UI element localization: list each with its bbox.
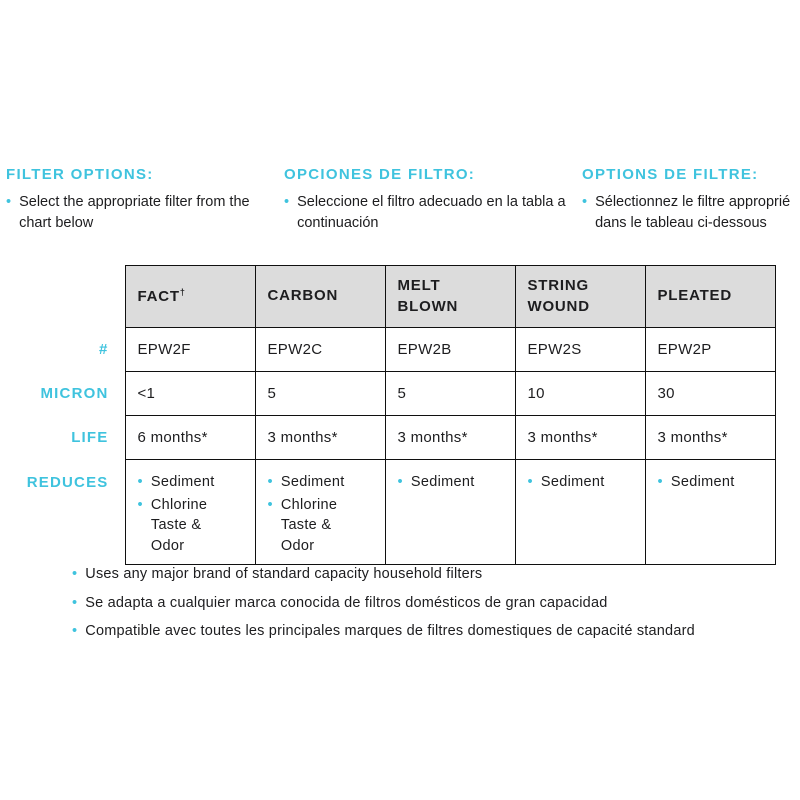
reduces-item-text: Chlorine Taste & Odor xyxy=(280,496,338,554)
footnotes-section xyxy=(72,564,695,650)
intro-column-spanish xyxy=(284,166,566,233)
table-row-life xyxy=(8,416,775,460)
bullet-icon: • xyxy=(6,194,12,210)
bullet-icon: • xyxy=(284,194,290,210)
reduces-cell xyxy=(255,460,385,565)
intro-column-english xyxy=(6,166,268,233)
intro-bullet-english xyxy=(6,192,268,233)
table-row-model-number xyxy=(8,328,775,372)
column-label: MELT BLOWN xyxy=(397,277,459,315)
bullet-icon: • xyxy=(137,496,143,513)
reduces-item xyxy=(528,472,633,493)
table-header-row xyxy=(8,266,775,328)
footnote-spanish xyxy=(72,593,695,614)
reduces-cell xyxy=(125,460,255,565)
table-row-reduces xyxy=(8,460,775,565)
bullet-icon: • xyxy=(72,566,78,582)
footnote-text: Uses any major brand of standard capacity household filters xyxy=(85,566,483,582)
intro-heading-spanish: OPCIONES DE FILTRO: xyxy=(284,166,476,183)
life-cell: 3 months* xyxy=(255,416,385,460)
intro-bullet-text: Select the appropriate filter from the chart below xyxy=(19,194,250,231)
header-cell-string-wound xyxy=(515,266,645,328)
reduces-cell xyxy=(515,460,645,565)
reduces-item xyxy=(658,472,763,493)
bullet-icon: • xyxy=(267,474,273,490)
row-label-life: LIFE xyxy=(8,416,125,460)
bullet-icon: • xyxy=(72,623,78,640)
intro-heading-english: FILTER OPTIONS: xyxy=(6,166,154,183)
reduces-cell xyxy=(645,460,775,565)
reduces-item-text: Sediment xyxy=(410,474,475,490)
model-cell: EPW2P xyxy=(645,328,775,372)
intro-heading-french: OPTIONS DE FILTRE: xyxy=(582,166,759,183)
reduces-item-text: Sediment xyxy=(150,474,215,490)
footnote-text: Se adapta a cualquier marca conocida de filtros domésticos de gran capacidad xyxy=(85,594,608,611)
intro-bullet-french xyxy=(582,192,800,233)
header-cell-fact xyxy=(125,266,255,328)
life-cell: 3 months* xyxy=(515,416,645,460)
intro-bullet-text: Sélectionnez le filtre approprié dans le tableau ci-dessous xyxy=(595,194,791,231)
reduces-item xyxy=(138,495,243,557)
reduces-item xyxy=(268,472,373,493)
model-cell: EPW2C xyxy=(255,328,385,372)
bullet-icon: • xyxy=(137,474,143,490)
life-cell: 3 months* xyxy=(645,416,775,460)
header-cell-carbon xyxy=(255,266,385,328)
reduces-item-text: Chlorine Taste & Odor xyxy=(150,496,208,554)
model-cell: EPW2B xyxy=(385,328,515,372)
micron-cell: 30 xyxy=(645,372,775,416)
footnote-text: Compatible avec toutes les principales marques de filtres domestiques de capacité standard xyxy=(85,623,695,640)
model-cell: EPW2F xyxy=(125,328,255,372)
header-cell-melt-blown xyxy=(385,266,515,328)
bullet-icon: • xyxy=(72,594,78,611)
reduces-item-text: Sediment xyxy=(670,474,735,490)
reduces-item xyxy=(268,495,373,557)
column-label: FACT xyxy=(137,287,180,305)
intro-bullet-text: Seleccione el filtro adecuado en la tabla a continuación xyxy=(297,194,566,231)
intro-column-french xyxy=(582,166,800,233)
intro-bullet-spanish xyxy=(284,192,566,233)
bullet-icon: • xyxy=(527,474,533,490)
intro-section xyxy=(6,166,800,233)
model-cell: EPW2S xyxy=(515,328,645,372)
micron-cell: 5 xyxy=(385,372,515,416)
reduces-item-text: Sediment xyxy=(540,474,605,490)
filter-table-section xyxy=(8,265,776,565)
column-label: PLEATED xyxy=(657,287,732,305)
life-cell: 6 months* xyxy=(125,416,255,460)
micron-cell: 5 xyxy=(255,372,385,416)
fact-footnote-mark: † xyxy=(179,286,186,297)
corner-cell xyxy=(8,266,125,328)
micron-cell: 10 xyxy=(515,372,645,416)
bullet-icon: • xyxy=(657,474,663,490)
column-label: STRING WOUND xyxy=(527,277,590,315)
column-label: CARBON xyxy=(267,287,339,305)
reduces-cell xyxy=(385,460,515,565)
reduces-item-text: Sediment xyxy=(280,474,345,490)
life-cell: 3 months* xyxy=(385,416,515,460)
reduces-item xyxy=(398,472,503,493)
table-row-micron xyxy=(8,372,775,416)
reduces-item xyxy=(138,472,243,493)
header-cell-pleated xyxy=(645,266,775,328)
footnote-french xyxy=(72,621,695,642)
micron-cell: <1 xyxy=(125,372,255,416)
row-label-micron: MICRON xyxy=(8,372,125,416)
bullet-icon: • xyxy=(267,496,273,513)
footnote-english xyxy=(72,564,695,585)
row-label-number: # xyxy=(8,328,125,372)
filter-table xyxy=(8,265,776,565)
bullet-icon: • xyxy=(397,474,403,490)
bullet-icon: • xyxy=(582,194,588,210)
row-label-reduces: REDUCES xyxy=(8,460,125,565)
